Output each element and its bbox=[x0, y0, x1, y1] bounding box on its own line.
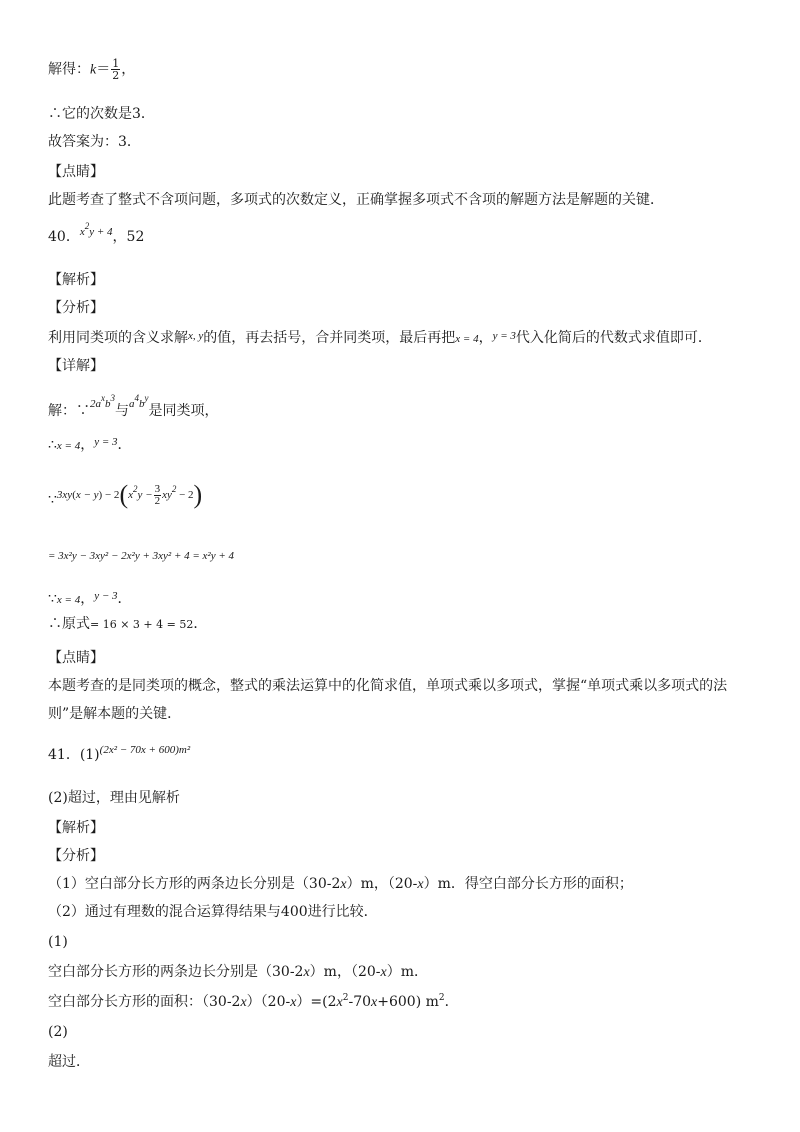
section-heading-fenxi: 【分析】 bbox=[48, 300, 104, 316]
part-2-label: (2) bbox=[48, 1024, 68, 1040]
part-1-label: (1) bbox=[48, 934, 68, 950]
side-lengths-line: 空白部分长方形的两条边长分别是（30-2x）m，（20-x）m． bbox=[48, 964, 428, 980]
section-heading-jiexi: 【解析】 bbox=[48, 272, 104, 288]
section-heading-jiexi-2: 【解析】 bbox=[48, 820, 104, 836]
analysis-part-2: （2）通过有理数的混合运算得结果与400进行比较． bbox=[48, 904, 378, 920]
question-40-answer: 40．$^{x^2y + 4}$，52 bbox=[48, 221, 145, 245]
area-line: 空白部分长方形的面积：$(30-2x)(20-x)=(2x^2-70x+600)$ $m^2$． bbox=[48, 993, 459, 1010]
comment-text-2a: 本题考查的是同类项的概念，整式的乘法运算中的化简求值，单项式乘以多项式，掌握“单项式乘以多项式的法 bbox=[48, 678, 728, 694]
fraction-one-half: $\frac{1}{2}$ bbox=[112, 57, 120, 82]
conclusion-line: 超过． bbox=[48, 1054, 90, 1070]
comment-text: 此题考查了整式不含项问题，多项式的次数定义，正确掌握多项式不含项的解题方法是解题的关键． bbox=[48, 192, 664, 208]
solution-line-k: 解得：k＝ $\frac{1}{2}$ ， bbox=[48, 57, 136, 82]
like-terms-line: 解：∵$^{2a^xb^3}$与$^{a^4b^y}$是同类项， bbox=[48, 393, 219, 419]
answer-line: 故答案为：3． bbox=[48, 134, 141, 150]
expression-line: ∵3xy(x − $y) - 2(x^2y$ − $\frac{3}{2}$ $xy^2 - 2$) bbox=[48, 480, 203, 509]
section-heading-xiangjie: 【详解】 bbox=[48, 358, 104, 374]
degree-line: ∴它的次数是3． bbox=[48, 106, 155, 122]
result-line: ∴原式= 16 × 3 + 4 = 52． bbox=[48, 616, 208, 632]
comment-text-2b: 则”是解本题的关键． bbox=[48, 706, 182, 722]
question-41-answer: 41．$(1)^{(2x^2 - 70x + 600)m^2}$ bbox=[48, 744, 191, 763]
values-line: ∴x = 4，$^{y = 3}$． bbox=[48, 436, 132, 453]
section-heading-fenxi-2: 【分析】 bbox=[48, 848, 104, 864]
analysis-part-1: （1）空白部分长方形的两条边长分别是（30-2x）m，（20-x）m．得空白部分长方形的面积； bbox=[48, 876, 633, 892]
simplification-line: = 3x²y − 3xy² − 2x²y + 3xy² + 4 = x²y + 4 bbox=[48, 550, 235, 562]
analysis-text: 利用同类项的含义求解$^{x, y}$的值，再去括号，合并同类项，最后再把x = 4，$^{y = 3}$代入化简后的代数式求值即可． bbox=[48, 330, 712, 346]
values-line-2: ∵x = 4，$^{y - 3}$． bbox=[48, 590, 132, 607]
section-heading-dianjing: 【点睛】 bbox=[48, 164, 104, 180]
answer-part-2: (2)超过，理由见解析 bbox=[48, 790, 180, 806]
section-heading-dianjing-2: 【点睛】 bbox=[48, 650, 104, 666]
